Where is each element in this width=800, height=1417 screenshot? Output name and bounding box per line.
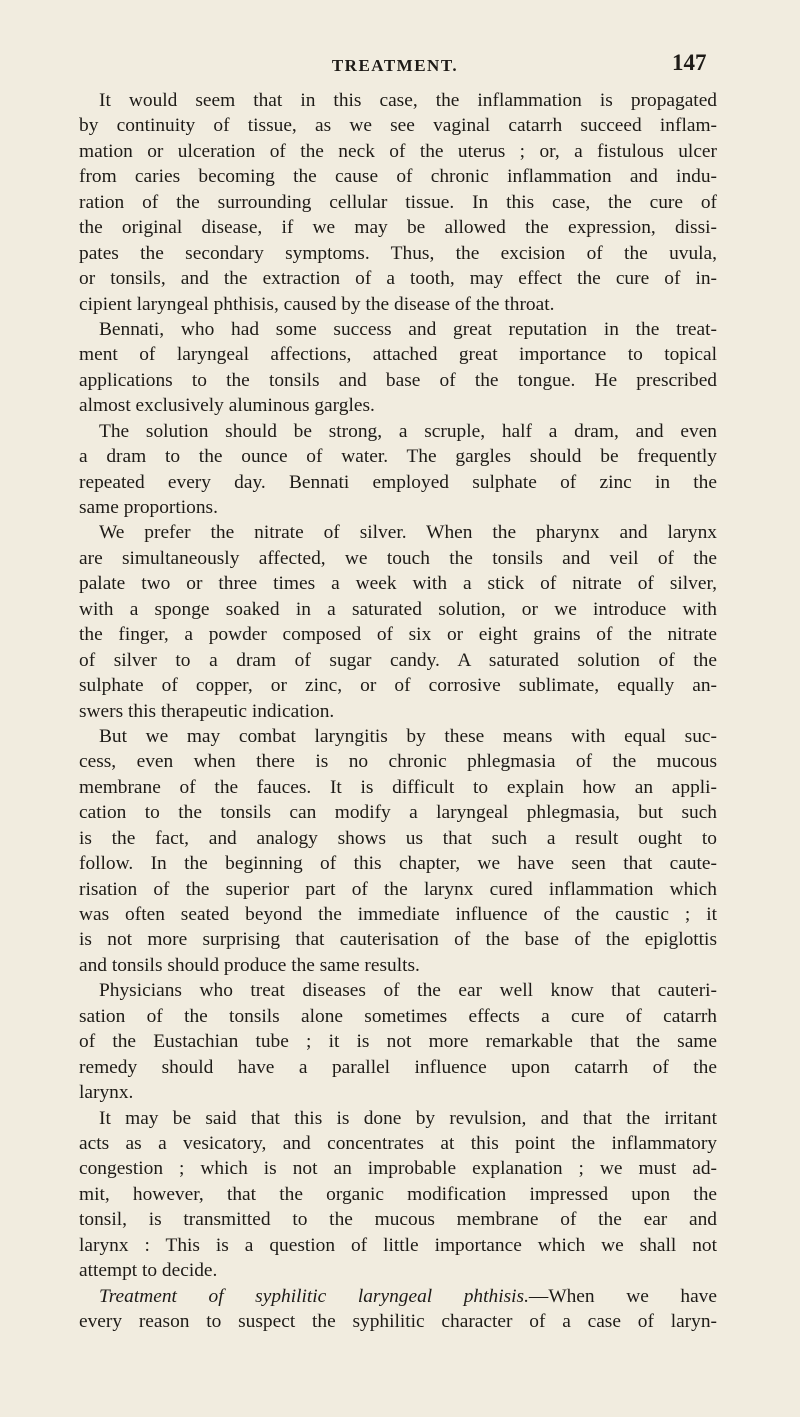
- text-line: The solution should be strong, a scruple, half a dram, and even: [99, 420, 717, 442]
- text-line: congestion ; which is not an improbable explanation ; we must ad-: [79, 1158, 717, 1180]
- text-line: acts as a vesicatory, and concentrates at this point the inflammatory: [79, 1132, 717, 1154]
- text-line: mation or ulceration of the neck of the uterus ; or, a fistulous ulcer: [79, 140, 717, 162]
- text-line: Bennati, who had some success and great reputation in the treat-: [99, 318, 717, 340]
- text-line: risation of the superior part of the larynx cured inflammation which: [79, 878, 717, 900]
- text-line: from caries becoming the cause of chronic inflammation and indu-: [79, 166, 717, 188]
- text-line: larynx : This is a question of little importance which we shall not: [79, 1234, 717, 1256]
- section-heading: Treatment of syphilitic laryngeal phthisis.: [99, 1285, 529, 1307]
- text-line: cess, even when there is no chronic phlegmasia of the mucous: [79, 751, 717, 773]
- text-line: are simultaneously affected, we touch the tonsils and veil of the: [79, 547, 717, 569]
- text-line: We prefer the nitrate of silver. When the pharynx and larynx: [99, 522, 717, 544]
- text-line: and tonsils should produce the same results.: [79, 954, 420, 976]
- text-line: same proportions.: [79, 497, 218, 518]
- text-line: membrane of the fauces. It is difficult to explain how an appli-: [79, 776, 717, 798]
- text-line: mit, however, that the organic modification impressed upon the: [79, 1183, 717, 1205]
- text-line: ration of the surrounding cellular tissue. In this case, the cure of: [79, 191, 717, 213]
- text-line: a dram to the ounce of water. The gargles should be frequently: [79, 446, 717, 468]
- text-line: was often seated beyond the immediate influence of the caustic ; it: [79, 904, 717, 925]
- text-line: cation to the tonsils can modify a laryngeal phlegmasia, but such: [79, 802, 717, 824]
- text-line: remedy should have a parallel influence upon catarrh of the: [79, 1056, 717, 1078]
- body-text: [79, 88, 717, 1334]
- text-line: with a sponge soaked in a saturated solution, or we introduce with: [79, 598, 717, 620]
- page-number: 147: [672, 50, 707, 75]
- text-line: It would seem that in this case, the inflammation is propagated: [99, 90, 717, 111]
- text-line: sation of the tonsils alone sometimes effects a cure of catarrh: [79, 1005, 717, 1027]
- text-line: ment of laryngeal affections, attached great importance to topical: [79, 344, 717, 366]
- text-line: or tonsils, and the extraction of a tooth, may effect the cure of in-: [79, 268, 717, 290]
- text-line: pates the secondary symptoms. Thus, the excision of the uvula,: [79, 242, 717, 264]
- text-line: larynx.: [79, 1082, 134, 1104]
- text-line: the original disease, if we may be allowed the expression, dissi-: [79, 217, 717, 239]
- text-line: of the Eustachian tube ; it is not more remarkable that the same: [79, 1031, 717, 1053]
- text-line: repeated every day. Bennati employed sulphate of zinc in the: [79, 471, 717, 493]
- section-heading-continuation: —When we have: [528, 1285, 717, 1307]
- text-line: is not more surprising that cauterisation of the base of the epiglottis: [79, 929, 717, 951]
- text-line: palate two or three times a week with a stick of nitrate of silver,: [79, 573, 717, 595]
- text-line: cipient laryngeal phthisis, caused by the disease of the throat.: [79, 293, 555, 315]
- text-line: applications to the tonsils and base of the tongue. He prescribed: [79, 369, 717, 391]
- text-line: tonsil, is transmitted to the mucous membrane of the ear and: [79, 1209, 717, 1231]
- text-line: the finger, a powder composed of six or eight grains of the nitrate: [79, 624, 717, 646]
- text-line: of silver to a dram of sugar candy. A saturated solution of the: [79, 649, 717, 671]
- text-line: every reason to suspect the syphilitic character of a case of laryn-: [79, 1311, 717, 1332]
- text-line: is the fact, and analogy shows us that such a result ought to: [79, 827, 717, 849]
- running-head: TREATMENT.: [331, 56, 459, 75]
- text-line: But we may combat laryngitis by these means with equal suc-: [99, 725, 717, 747]
- text-line: follow. In the beginning of this chapter, we have seen that caute-: [79, 853, 717, 875]
- text-line: attempt to decide.: [79, 1260, 218, 1282]
- text-line: by continuity of tissue, as we see vaginal catarrh succeed inflam-: [79, 115, 717, 137]
- text-line: Physicians who treat diseases of the ear well know that cauteri-: [99, 980, 717, 1002]
- section-heading-line: [79, 1284, 717, 1309]
- text-line: It may be said that this is done by revulsion, and that the irritant: [99, 1107, 717, 1129]
- text-line: swers this therapeutic indication.: [79, 700, 335, 722]
- text-line: almost exclusively aluminous gargles.: [79, 395, 375, 417]
- text-line: sulphate of copper, or zinc, or of corrosive sublimate, equally an-: [79, 675, 717, 697]
